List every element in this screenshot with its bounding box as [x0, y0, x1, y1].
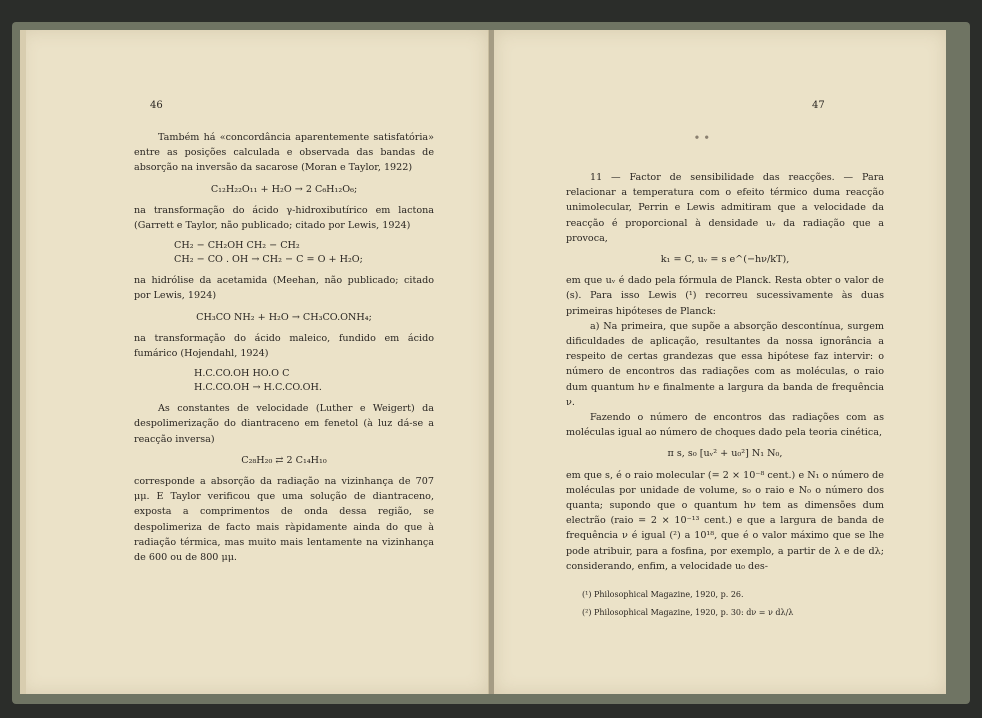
printed-dots: ∙ ∙: [694, 130, 710, 144]
paragraph: Também há «concordância aparentemente satisfatória» entre as posições calculada e observada das bandas de absorção na inversão da sacarose (Moran e Taylor, 1922): [134, 132, 434, 174]
formula-line: H.C.CO.OH HO.O C: [194, 368, 290, 380]
page-number-left: 46: [150, 100, 163, 111]
formula: π s, s₀ [uᵥ² + u₀²] N₁ N₀,: [667, 448, 783, 460]
right-page-text: [566, 170, 884, 574]
footnote-1: (¹) Philosophical Magazine, 1920, p. 26.: [582, 590, 744, 599]
paragraph: na hidrólise da acetamida (Meehan, não publicado; citado por Lewis, 1924): [134, 275, 434, 302]
footnote-2: (²) Philosophical Magazine, 1920, p. 30: dν = ν dλ/λ: [582, 608, 794, 617]
formula-line: H.C.CO.OH → H.C.CO.OH.: [194, 382, 322, 394]
formula-block: [174, 239, 434, 267]
paragraph: em que s, é o raio molecular (= 2 × 10⁻⁸ cent.) e N₁ o número de moléculas por unidade de volume, s₀ o raio e N₀ o número dos quanta; supondo que o quantum hν tem as dimensões dum electrão (raio = 2 × 10⁻¹³ cent.) e que a largura de banda de frequência ν é igual (²) a 10¹⁸, que é o valor máximo que se lhe pode atribuir, para a fosfina, por exemplo, a partir de λ e de dλ; considerando, enfim, a velocidade u₀ des-: [566, 469, 884, 572]
right-page: [494, 30, 946, 694]
paragraph: 11 — Factor de sensibilidade das reacções. — Para relacionar a temperatura com o efeito térmico duma reacção unimolecular, Perrin e Lewis admitiram que a velocidade da reacção é proporcional à densidade uᵥ da radiação que a provoca,: [566, 172, 884, 244]
paragraph: em que uᵥ é dado pela fórmula de Planck. Resta obter o valor de (s). Para isso Lewis (¹) recorreu sucessivamente às duas primeiras hipóteses de Planck:: [566, 275, 884, 317]
left-page: [20, 30, 489, 694]
formula-line: CH₂ − CO . OH → CH₂ − C = O + H₂O;: [174, 254, 363, 266]
formula: k₁ = C, uᵥ = s e^(−hν/kT),: [660, 254, 790, 266]
paragraph: corresponde a absorção da radiação na vizinhança de 707 μμ. E Taylor verificou que uma solução de diantraceno, exposta a comprimentos de onda dessa região, se despolimeriza de facto mais ràpidamente ainda do que à radiação térmica, mas muito mais lentamente na vizinhança de 600 ou de 800 μμ.: [134, 476, 434, 564]
paragraph: a) Na primeira, que supõe a absorção descontínua, surgem dificuldades de aplicação, resultantes da nossa ignorância a respeito de certas grandezas que essa hipótese faz intervir: o número de encontros das radiações com as moléculas, o raio dum quantum hν e finalmente a largura da banda de frequência ν.: [566, 320, 884, 408]
formula-line: CH₂ − CH₂OH CH₂ − CH₂: [174, 240, 300, 252]
paragraph: na transformação do ácido maleico, fundido em ácido fumárico (Hojendahl, 1924): [134, 332, 434, 360]
paragraph: As constantes de velocidade (Luther e Weigert) da despolimerização do diantraceno em fenetol (à luz dá-se a reacção inversa): [134, 403, 434, 445]
page-number-right: 47: [812, 100, 825, 111]
formula: CH₃CO NH₂ + H₂O → CH₃CO.ONH₄;: [196, 311, 372, 323]
paragraph: na transformação do ácido γ-hidroxibutírico em lactona (Garrett e Taylor, não publicado; citado por Lewis, 1924): [134, 204, 434, 232]
formula: C₂₈H₂₀ ⇄ 2 C₁₄H₁₀: [241, 454, 327, 466]
formula-block: [194, 367, 434, 395]
paragraph: Fazendo o número de encontros das radiações com as moléculas igual ao número de choques dado pela teoria cinética,: [566, 412, 884, 439]
formula: C₁₂H₂₂O₁₁ + H₂O → 2 C₆H₁₂O₆;: [210, 183, 358, 195]
left-page-text: [134, 130, 434, 565]
